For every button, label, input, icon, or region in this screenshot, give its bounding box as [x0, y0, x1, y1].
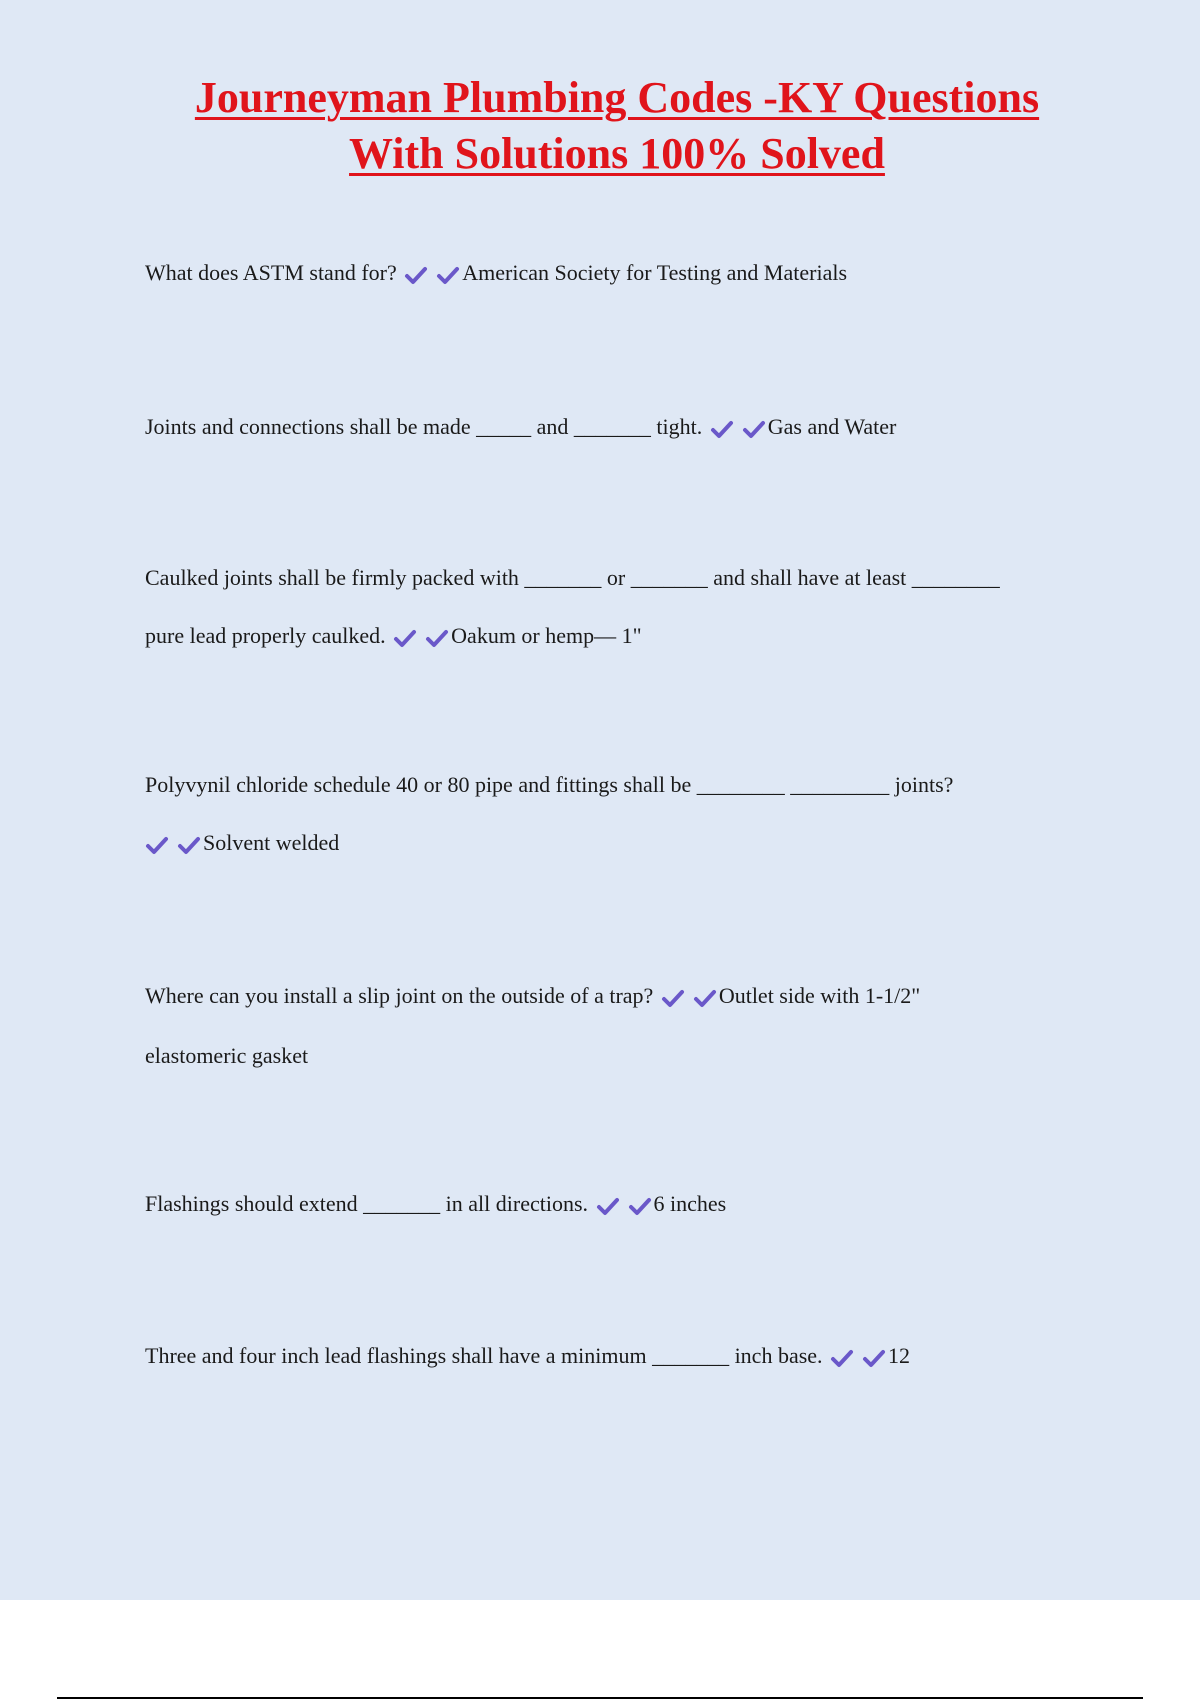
document-title	[0, 70, 1200, 182]
answer-text: 6 inches	[653, 1191, 727, 1216]
qa-line	[145, 967, 1085, 1027]
qa-line	[145, 814, 1085, 874]
double-checkmark-icon	[661, 967, 717, 1025]
qa-line	[145, 1027, 1085, 1085]
qa-line	[145, 398, 1085, 458]
qa-line	[145, 607, 1085, 667]
qa-item-6	[145, 1175, 1085, 1235]
qa-line	[145, 1327, 1085, 1387]
qa-item-1	[145, 244, 1085, 304]
question-text: pure lead properly caulked.	[145, 623, 386, 648]
question-text: Three and four inch lead flashings shall have a minimum _______ inch base.	[145, 1343, 823, 1368]
footer-rule	[57, 1697, 1143, 1699]
qa-item-2	[145, 398, 1085, 458]
double-checkmark-icon	[596, 1175, 652, 1233]
answer-text: 12	[888, 1343, 911, 1368]
question-text: Where can you install a slip joint on the outside of a trap?	[145, 983, 654, 1008]
double-checkmark-icon	[145, 814, 201, 872]
double-checkmark-icon	[393, 607, 449, 665]
qa-line	[145, 549, 1085, 607]
qa-line	[145, 756, 1085, 814]
answer-text: Outlet side with 1-1/2"	[718, 983, 921, 1008]
question-text: Flashings should extend _______ in all directions.	[145, 1191, 589, 1216]
qa-item-3	[145, 549, 1085, 667]
question-text: Polyvynil chloride schedule 40 or 80 pipe and fittings shall be ________ _________ joints?	[145, 772, 954, 797]
question-text: Joints and connections shall be made _____ and _______ tight.	[145, 414, 703, 439]
double-checkmark-icon	[710, 398, 766, 456]
answer-text: Gas and Water	[767, 414, 897, 439]
question-text: What does ASTM stand for?	[145, 260, 397, 285]
answer-text: Solvent welded	[203, 830, 340, 855]
qa-item-7	[145, 1327, 1085, 1387]
qa-line	[145, 244, 1085, 304]
qa-item-5	[145, 967, 1085, 1085]
question-text: Caulked joints shall be firmly packed with _______ or _______ and shall have at least ________	[145, 565, 1000, 590]
double-checkmark-icon	[404, 244, 460, 302]
double-checkmark-icon	[830, 1327, 886, 1385]
qa-item-4	[145, 756, 1085, 874]
answer-text: Oakum or hemp— 1"	[451, 623, 642, 648]
title-line-1: Journeyman Plumbing Codes -KY Questions	[194, 73, 1040, 122]
answer-text: American Society for Testing and Materials	[462, 260, 848, 285]
qa-line	[145, 1175, 1085, 1235]
answer-text: elastomeric gasket	[145, 1042, 309, 1068]
title-line-2: With Solutions 100% Solved	[349, 129, 885, 178]
